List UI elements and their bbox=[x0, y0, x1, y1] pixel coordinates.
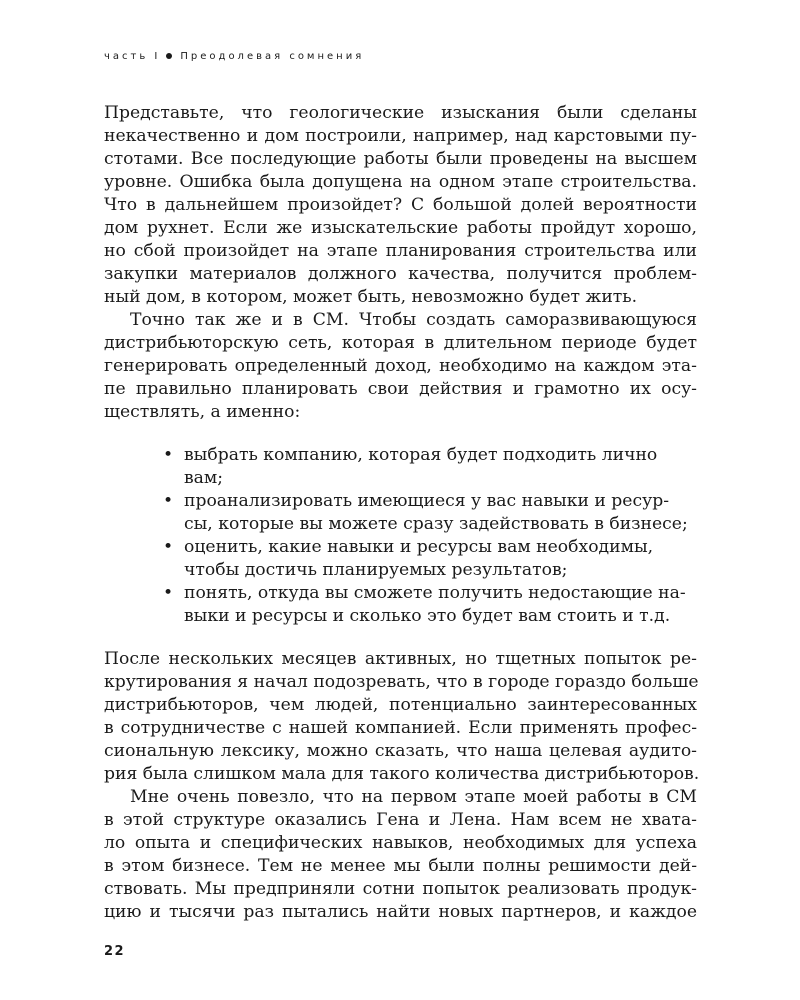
text-line: в этой структуре оказались Гена и Лена. Нам всем не хвата- bbox=[104, 810, 697, 830]
bullet-icon: • bbox=[163, 537, 174, 557]
text-line: оценить, какие навыки и ресурсы вам необходимы, bbox=[184, 537, 654, 557]
text-line: рия была слишком мала для такого количества дистрибьюторов. bbox=[104, 764, 700, 784]
text-line: в этом бизнесе. Тем не менее мы были полны решимости дей- bbox=[104, 856, 697, 876]
text-line: дистрибьюторов, чем людей, потенциально заинтересованных bbox=[104, 695, 697, 715]
text-line: ло опыта и специфических навыков, необходимых для успеха bbox=[104, 833, 697, 853]
text-line: генерировать определенный доход, необходимо на каждом эта- bbox=[104, 356, 697, 376]
text-line: выбрать компанию, которая будет подходить лично bbox=[184, 445, 658, 465]
running-head-part: часть I bbox=[104, 51, 161, 62]
text-line: цию и тысячи раз пытались найти новых партнеров, и каждое bbox=[104, 902, 697, 922]
text-line: некачественно и дом построили, например, над карстовыми пу- bbox=[104, 126, 697, 146]
separator-dot-icon bbox=[166, 53, 172, 59]
text-line: ствовать. Мы предприняли сотни попыток реализовать продук- bbox=[104, 879, 697, 899]
text-line: Представьте, что геологические изыскания были сделаны bbox=[104, 103, 697, 123]
text-line: ный дом, в котором, может быть, невозможно будет жить. bbox=[104, 287, 638, 307]
bullet-icon: • bbox=[163, 583, 174, 603]
text-line: крутирования я начал подозревать, что в городе гораздо больше bbox=[104, 672, 699, 692]
text-line: чтобы достичь планируемых результатов; bbox=[184, 560, 568, 580]
text-line: дистрибьюторскую сеть, которая в длительном периоде будет bbox=[104, 333, 697, 353]
text-line: сы, которые вы можете сразу задействовать в бизнесе; bbox=[184, 514, 688, 534]
text-line: Мне очень повезло, что на первом этапе моей работы в СМ bbox=[130, 787, 697, 807]
page-number: 22 bbox=[104, 944, 126, 959]
text-line: дом рухнет. Если же изыскательские работы пройдут хорошо, bbox=[104, 218, 697, 238]
text-line: ществлять, а именно: bbox=[104, 402, 301, 422]
text-line: в сотрудничестве с нашей компанией. Если применять профес- bbox=[104, 718, 697, 738]
running-head-title: Преодолевая сомнения bbox=[180, 51, 365, 62]
text-line: пе правильно планировать свои действия и грамотно их осу- bbox=[104, 379, 697, 399]
text-line: но сбой произойдет на этапе планирования строительства или bbox=[104, 241, 697, 261]
text-line: сиональную лексику, можно сказать, что наша целевая аудито- bbox=[104, 741, 697, 761]
text-line: уровне. Ошибка была допущена на одном этапе строительства. bbox=[104, 172, 697, 192]
text-line: выки и ресурсы и сколько это будет вам стоить и т.д. bbox=[184, 606, 671, 626]
running-head bbox=[104, 51, 364, 62]
text-line: стотами. Все последующие работы были проведены на высшем bbox=[104, 149, 697, 169]
text-line: вам; bbox=[184, 468, 224, 488]
text-line: понять, откуда вы сможете получить недостающие на- bbox=[184, 583, 686, 603]
text-line: проанализировать имеющиеся у вас навыки и ресур- bbox=[184, 491, 670, 511]
text-line: После нескольких месяцев активных, но тщетных попыток ре- bbox=[104, 649, 697, 669]
text-line: Точно так же и в СМ. Чтобы создать саморазвивающуюся bbox=[130, 310, 697, 330]
text-line: закупки материалов должного качества, получится проблем- bbox=[104, 264, 697, 284]
bullet-icon: • bbox=[163, 445, 174, 465]
bullet-icon: • bbox=[163, 491, 174, 511]
text-line: Что в дальнейшем произойдет? С большой долей вероятности bbox=[104, 195, 697, 215]
